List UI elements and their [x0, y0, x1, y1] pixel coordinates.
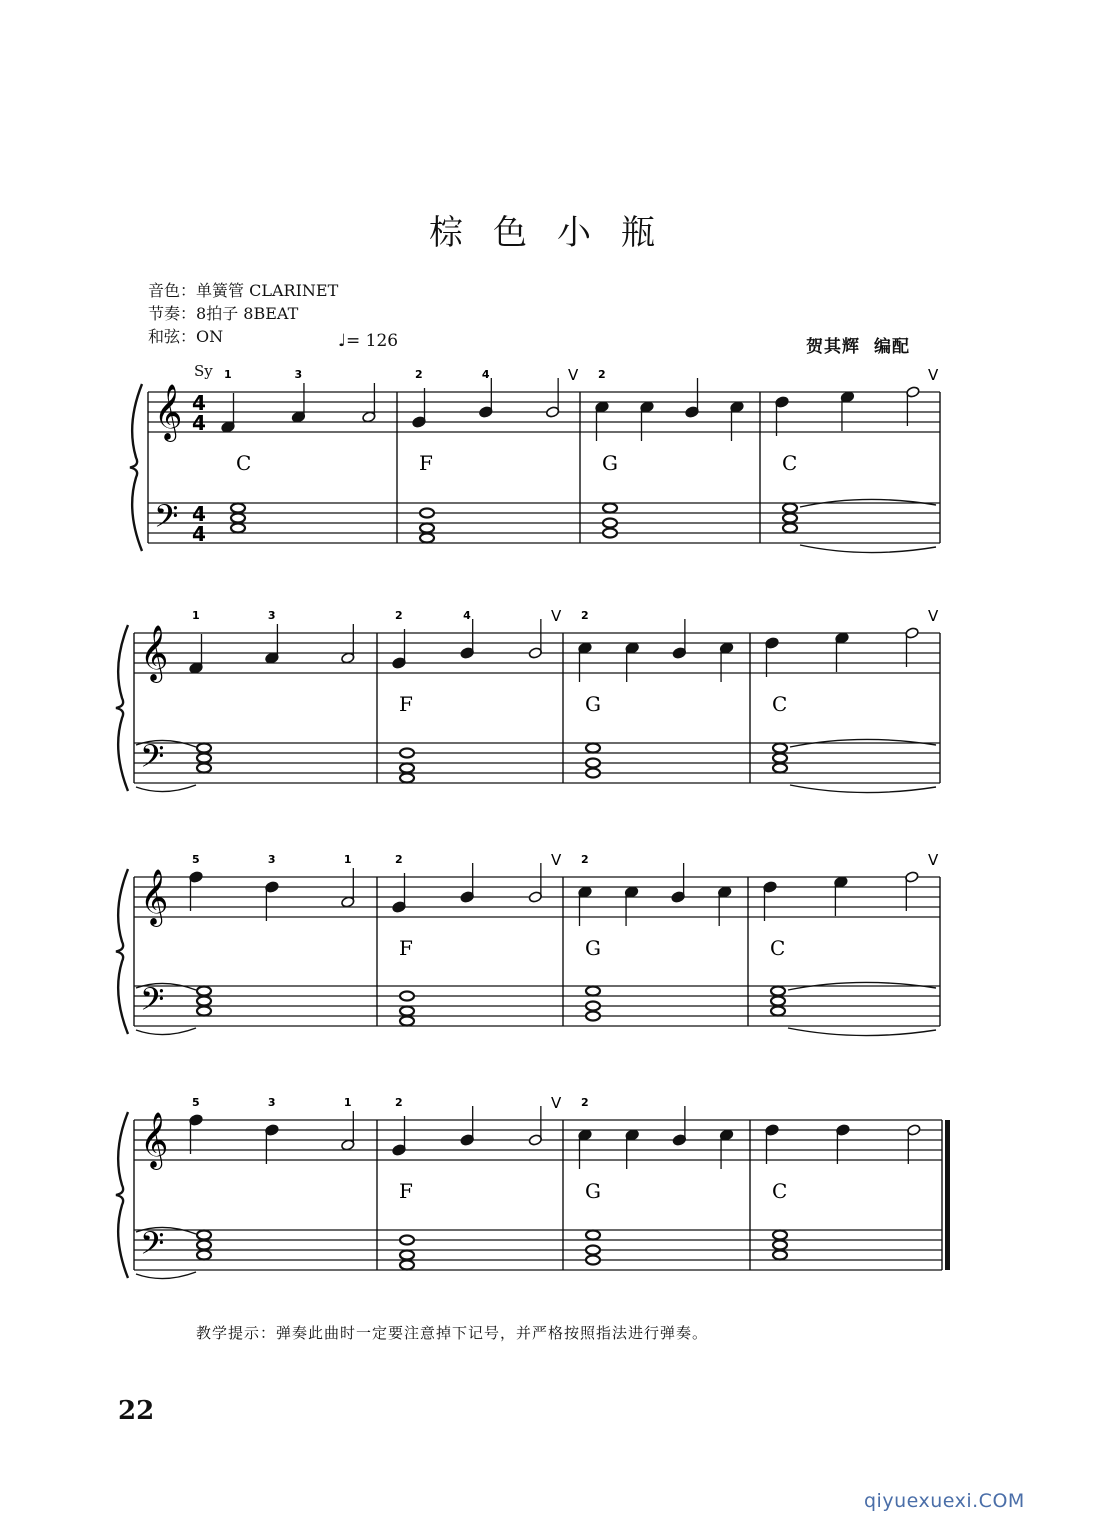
arranger-role: 编配: [874, 337, 910, 357]
bass-chord-note: [197, 1007, 211, 1016]
bass-chord-note: [773, 1241, 787, 1250]
time-signature-top: 4: [192, 391, 206, 415]
fingering-number: 5: [192, 1096, 200, 1109]
treble-clef: 𝄞: [140, 625, 169, 681]
bass-chord-note: [773, 764, 787, 773]
bass-chord-note: [771, 997, 785, 1006]
bass-chord-note: [783, 524, 797, 533]
bass-chord-note: [400, 749, 414, 758]
fingering-number: 2: [581, 609, 589, 622]
breath-mark: V: [568, 366, 579, 384]
bass-chord-note: [771, 987, 785, 996]
bass-chord-note: [773, 1251, 787, 1260]
bass-chord-note: [400, 1261, 414, 1270]
fingering-number: 1: [224, 368, 232, 381]
fingering-number: 1: [192, 609, 200, 622]
bass-chord-note: [773, 1231, 787, 1240]
breath-mark: V: [928, 851, 939, 869]
fingering-number: 4: [463, 609, 471, 622]
final-barline: [945, 1120, 950, 1270]
tie-arc: [136, 785, 196, 792]
bass-chord-note: [231, 514, 245, 523]
chord-symbol: C: [772, 1179, 788, 1203]
bass-clef: 𝄢: [154, 498, 179, 542]
chord-symbol: G: [585, 692, 601, 716]
tie-arc: [790, 785, 936, 793]
bass-clef: 𝄢: [140, 981, 165, 1025]
tie-arc: [136, 1272, 196, 1279]
fingering-number: 2: [581, 853, 589, 866]
chord-symbol: F: [399, 692, 413, 716]
fingering-number: 2: [395, 853, 403, 866]
breath-mark: V: [551, 607, 562, 625]
bass-chord-note: [197, 744, 211, 753]
chord-symbol: G: [585, 936, 601, 960]
bass-chord-note: [586, 1012, 600, 1021]
tempo-marking: ♩= 126: [338, 331, 399, 351]
fingering-number: 3: [267, 1096, 276, 1109]
chord-symbol: F: [419, 451, 433, 475]
teaching-tip: 教学提示：弹奏此曲时一定要注意掉下记号，并严格按照指法进行弹奏。: [196, 1324, 709, 1342]
bass-chord-note: [400, 1251, 414, 1260]
bass-chord-note: [586, 1246, 600, 1255]
bass-chord-note: [773, 754, 787, 763]
bass-chord-note: [603, 519, 617, 528]
fingering-number: 1: [343, 853, 352, 866]
grand-staff-brace: [116, 625, 128, 791]
bass-chord-note: [197, 1251, 211, 1260]
treble-clef: 𝄞: [140, 869, 169, 925]
tie-arc: [788, 1028, 936, 1036]
time-signature-bottom: 4: [192, 522, 206, 546]
bass-chord-note: [586, 1256, 600, 1265]
bass-staff: [134, 986, 940, 1026]
fingering-number: 3: [267, 609, 276, 622]
grand-staff-brace: [116, 869, 128, 1034]
bass-chord-note: [400, 764, 414, 773]
fingering-number: 2: [395, 1096, 403, 1109]
bass-clef: 𝄢: [140, 738, 165, 782]
chord-symbol: F: [399, 1179, 413, 1203]
bass-chord-note: [771, 1007, 785, 1016]
bass-chord-note: [773, 744, 787, 753]
voice-value: 单簧管 CLARINET: [196, 281, 339, 300]
bass-chord-note: [586, 1231, 600, 1240]
chord-symbol: C: [772, 692, 788, 716]
bass-chord-note: [197, 987, 211, 996]
chord-symbol: C: [236, 451, 252, 475]
bass-chord-note: [586, 759, 600, 768]
site-watermark: qiyuexuexi.COM: [864, 1490, 1025, 1512]
fingering-number: 2: [415, 368, 423, 381]
chord-value: ON: [196, 327, 224, 346]
bass-staff: [134, 743, 940, 783]
grand-staff-brace: [130, 384, 142, 551]
fingering-number: 2: [395, 609, 403, 622]
bass-chord-note: [420, 524, 434, 533]
bass-chord-note: [420, 509, 434, 518]
bass-chord-note: [586, 1002, 600, 1011]
bass-chord-note: [197, 1231, 211, 1240]
fingering-number: 3: [294, 368, 303, 381]
tie-arc: [136, 1028, 196, 1035]
bass-chord-note: [603, 504, 617, 513]
bass-chord-note: [231, 524, 245, 533]
chord-symbol: C: [770, 936, 786, 960]
rhythm-value: 8拍子 8BEAT: [196, 304, 299, 323]
treble-clef: 𝄞: [140, 1112, 169, 1168]
bass-chord-note: [783, 504, 797, 513]
bass-chord-note: [197, 754, 211, 763]
breath-mark: V: [928, 607, 939, 625]
bass-chord-note: [420, 534, 434, 543]
bass-chord-note: [197, 764, 211, 773]
bass-chord-note: [231, 504, 245, 513]
chord-symbol: C: [782, 451, 798, 475]
fingering-number: 1: [343, 1096, 352, 1109]
treble-staff: [148, 392, 940, 432]
bass-chord-note: [400, 992, 414, 1001]
fingering-number: 5: [192, 853, 200, 866]
time-signature-bottom: 4: [192, 411, 206, 435]
breath-mark: V: [928, 366, 939, 384]
tie-arc: [800, 545, 936, 553]
bass-chord-note: [400, 1236, 414, 1245]
bass-chord-note: [197, 997, 211, 1006]
song-title: 棕色小瓶: [429, 213, 685, 253]
rhythm-label: 节奏：: [148, 304, 197, 323]
bass-chord-note: [603, 529, 617, 538]
bass-chord-note: [400, 774, 414, 783]
bass-chord-note: [400, 1007, 414, 1016]
breath-mark: V: [551, 1094, 562, 1112]
chord-symbol: G: [585, 1179, 601, 1203]
bass-chord-note: [586, 769, 600, 778]
fingering-number: 3: [267, 853, 276, 866]
chord-label: 和弦：: [148, 327, 197, 346]
chord-symbol: G: [602, 451, 618, 475]
treble-clef: 𝄞: [154, 384, 183, 440]
bass-chord-note: [197, 1241, 211, 1250]
chord-symbol: F: [399, 936, 413, 960]
bass-chord-note: [586, 744, 600, 753]
page-number: 22: [118, 1396, 155, 1426]
fingering-number: 4: [481, 368, 490, 381]
bass-staff: [134, 1230, 942, 1270]
fingering-number: 2: [598, 368, 606, 381]
sync-start-marking: Sy: [194, 362, 213, 380]
bass-staff: [148, 503, 940, 543]
fingering-number: 2: [581, 1096, 589, 1109]
bass-clef: 𝄢: [140, 1225, 165, 1269]
arranger-name: 贺其辉: [806, 337, 860, 357]
time-signature-top: 4: [192, 502, 206, 526]
bass-chord-note: [783, 514, 797, 523]
bass-chord-note: [586, 987, 600, 996]
grand-staff-brace: [116, 1112, 128, 1278]
voice-label: 音色：: [148, 281, 197, 300]
breath-mark: V: [551, 851, 562, 869]
bass-chord-note: [400, 1017, 414, 1026]
